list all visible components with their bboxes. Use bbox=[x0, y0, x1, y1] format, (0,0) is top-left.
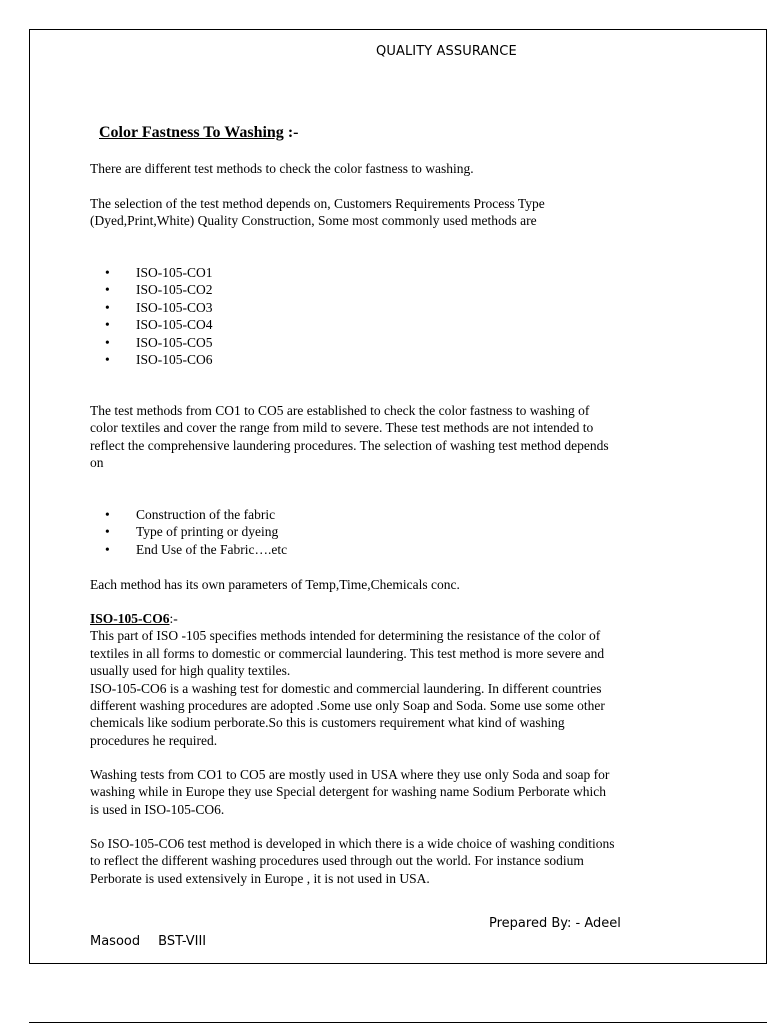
bullet-icon: • bbox=[105, 317, 110, 333]
paragraph-line: Each method has its own parameters of Temp,Time,Chemicals conc. bbox=[90, 577, 460, 592]
params-paragraph bbox=[90, 576, 710, 593]
intro-line: The selection of the test method depends on, Customers Requirements Process Type bbox=[90, 196, 545, 211]
page-header-title: QUALITY ASSURANCE bbox=[376, 44, 517, 59]
bullet-icon: • bbox=[105, 265, 110, 280]
author-line bbox=[90, 934, 206, 949]
bullet-icon: • bbox=[105, 299, 110, 315]
list-item bbox=[90, 334, 710, 351]
paragraph-line: chemicals like sodium perborate.So this is customers requirement what kind of washing bbox=[90, 715, 565, 731]
range-paragraph bbox=[90, 402, 710, 472]
factor-label: Construction of the fabric bbox=[136, 507, 276, 522]
paragraph-line: color textiles and cover the range from mild to severe. These test methods are not intended to bbox=[90, 420, 594, 436]
bullet-icon: • bbox=[105, 282, 110, 298]
method-label: ISO-105-CO2 bbox=[136, 282, 213, 298]
author-class: BST-VIII bbox=[158, 934, 207, 949]
paragraph-line: on bbox=[90, 455, 104, 471]
paragraph-line: procedures he required. bbox=[90, 732, 218, 748]
paragraph-line: different washing procedures are adopted .Some use only Soap and Soda. Some use some other bbox=[90, 698, 605, 714]
factors-list bbox=[90, 506, 710, 558]
section-heading bbox=[99, 124, 298, 142]
method-label: ISO-105-CO6 bbox=[136, 351, 213, 367]
section-heading-suffix: :- bbox=[283, 124, 299, 141]
list-item bbox=[90, 541, 710, 558]
list-item bbox=[90, 299, 710, 316]
list-item bbox=[90, 316, 710, 333]
methods-list bbox=[90, 264, 710, 368]
iso-section bbox=[90, 610, 710, 749]
bullet-icon: • bbox=[105, 507, 110, 522]
paragraph-line: Perborate is used extensively in Europe , it is not used in USA. bbox=[90, 870, 430, 886]
paragraph-line: Washing tests from CO1 to CO5 are mostly used in USA where they use only Soda and soap for bbox=[90, 767, 610, 782]
intro-line: (Dyed,Print,White) Quality Construction, Some most commonly used methods are bbox=[90, 213, 537, 229]
paragraph-line: The test methods from CO1 to CO5 are established to check the color fastness to washing of bbox=[90, 403, 590, 418]
bullet-icon: • bbox=[105, 524, 110, 540]
intro-paragraph-1 bbox=[90, 160, 710, 177]
intro-paragraph-2 bbox=[90, 195, 710, 230]
bullet-icon: • bbox=[105, 334, 110, 350]
intro-line: There are different test methods to check the color fastness to washing. bbox=[90, 161, 474, 176]
factor-label: End Use of the Fabric….etc bbox=[136, 541, 288, 557]
list-item bbox=[90, 281, 710, 298]
paragraph-line: usually used for high quality textiles. bbox=[90, 663, 291, 679]
method-label: ISO-105-CO4 bbox=[136, 317, 213, 333]
method-label: ISO-105-CO3 bbox=[136, 299, 213, 315]
paragraph-line: So ISO-105-CO6 test method is developed in which there is a wide choice of washing conditions bbox=[90, 836, 615, 851]
paragraph-line: to reflect the different washing procedures used through out the world. For instance sodium bbox=[90, 853, 584, 869]
list-item bbox=[90, 506, 710, 523]
factor-label: Type of printing or dyeing bbox=[136, 524, 279, 540]
paragraph-line: washing while in Europe they use Special detergent for washing name Sodium Perborate which bbox=[90, 784, 606, 800]
iso-heading-suffix: :- bbox=[169, 611, 178, 626]
iso-heading-text: ISO-105-CO6 bbox=[90, 611, 170, 626]
method-label: ISO-105-CO5 bbox=[136, 334, 213, 350]
usa-paragraph bbox=[90, 766, 710, 818]
world-paragraph bbox=[90, 835, 710, 887]
list-item bbox=[90, 351, 710, 368]
bullet-icon: • bbox=[105, 351, 110, 367]
paragraph-line: ISO-105-CO6 is a washing test for domestic and commercial laundering. In different countries bbox=[90, 680, 602, 696]
bullet-icon: • bbox=[105, 541, 110, 557]
list-item bbox=[90, 523, 710, 540]
paragraph-line: This part of ISO -105 specifies methods intended for determining the resistance of the color of bbox=[90, 628, 601, 644]
author-name: Masood bbox=[90, 934, 141, 949]
paragraph-line: textiles in all forms to domestic or commercial laundering. This test method is more severe and bbox=[90, 645, 605, 661]
paragraph-line: is used in ISO-105-CO6. bbox=[90, 801, 225, 817]
paragraph-line: reflect the comprehensive laundering procedures. The selection of washing test method depends bbox=[90, 437, 609, 453]
method-label: ISO-105-CO1 bbox=[136, 265, 213, 280]
iso-heading bbox=[90, 610, 710, 627]
page-divider bbox=[29, 1022, 767, 1023]
list-item bbox=[90, 264, 710, 281]
section-heading-text: Color Fastness To Washing bbox=[99, 124, 284, 141]
prepared-by: Prepared By: - Adeel bbox=[489, 916, 621, 931]
